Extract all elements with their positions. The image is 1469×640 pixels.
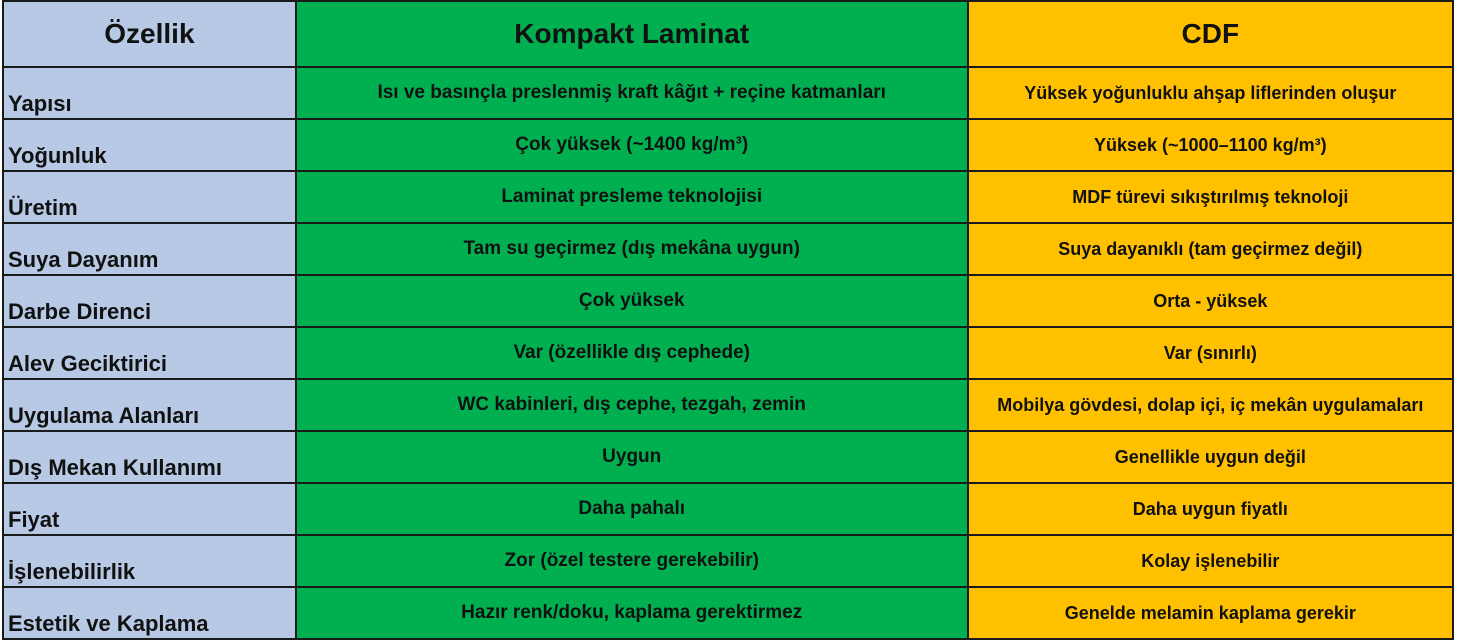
cdf-cell: Mobilya gövdesi, dolap içi, iç mekân uygulamaları <box>968 379 1453 431</box>
cdf-cell: Yüksek yoğunluklu ahşap liflerinden oluşur <box>968 67 1453 119</box>
kompakt-cell: Var (özellikle dış cephede) <box>296 327 968 379</box>
feature-cell: Dış Mekan Kullanımı <box>3 431 296 483</box>
kompakt-cell: Tam su geçirmez (dış mekâna uygun) <box>296 223 968 275</box>
feature-cell: İşlenebilirlik <box>3 535 296 587</box>
table-row <box>3 483 1453 535</box>
table-row <box>3 587 1453 639</box>
kompakt-cell: Uygun <box>296 431 968 483</box>
kompakt-cell: Laminat presleme teknolojisi <box>296 171 968 223</box>
table-row <box>3 379 1453 431</box>
kompakt-cell: Hazır renk/doku, kaplama gerektirmez <box>296 587 968 639</box>
table-row <box>3 431 1453 483</box>
cdf-cell: Daha uygun fiyatlı <box>968 483 1453 535</box>
cdf-cell: Kolay işlenebilir <box>968 535 1453 587</box>
kompakt-cell: Isı ve basınçla preslenmiş kraft kâğıt + reçine katmanları <box>296 67 968 119</box>
header-kompakt-laminat: Kompakt Laminat <box>296 1 968 67</box>
table-row <box>3 275 1453 327</box>
header-row <box>3 1 1453 67</box>
cdf-cell: Suya dayanıklı (tam geçirmez değil) <box>968 223 1453 275</box>
feature-cell: Yapısı <box>3 67 296 119</box>
header-cdf: CDF <box>968 1 1453 67</box>
feature-cell: Uygulama Alanları <box>3 379 296 431</box>
feature-cell: Alev Geciktirici <box>3 327 296 379</box>
feature-cell: Üretim <box>3 171 296 223</box>
table-row <box>3 119 1453 171</box>
table-row <box>3 535 1453 587</box>
table-row <box>3 67 1453 119</box>
cdf-cell: MDF türevi sıkıştırılmış teknoloji <box>968 171 1453 223</box>
kompakt-cell: Çok yüksek (~1400 kg/m³) <box>296 119 968 171</box>
cdf-cell: Genelde melamin kaplama gerekir <box>968 587 1453 639</box>
feature-cell: Fiyat <box>3 483 296 535</box>
comparison-table <box>2 0 1454 640</box>
feature-cell: Darbe Direnci <box>3 275 296 327</box>
kompakt-cell: Çok yüksek <box>296 275 968 327</box>
cdf-cell: Orta - yüksek <box>968 275 1453 327</box>
kompakt-cell: WC kabinleri, dış cephe, tezgah, zemin <box>296 379 968 431</box>
cdf-cell: Var (sınırlı) <box>968 327 1453 379</box>
feature-cell: Yoğunluk <box>3 119 296 171</box>
feature-cell: Suya Dayanım <box>3 223 296 275</box>
kompakt-cell: Daha pahalı <box>296 483 968 535</box>
cdf-cell: Yüksek (~1000–1100 kg/m³) <box>968 119 1453 171</box>
cdf-cell: Genellikle uygun değil <box>968 431 1453 483</box>
table-row <box>3 223 1453 275</box>
table-row <box>3 171 1453 223</box>
kompakt-cell: Zor (özel testere gerekebilir) <box>296 535 968 587</box>
header-feature: Özellik <box>3 1 296 67</box>
feature-cell: Estetik ve Kaplama <box>3 587 296 639</box>
table-row <box>3 327 1453 379</box>
